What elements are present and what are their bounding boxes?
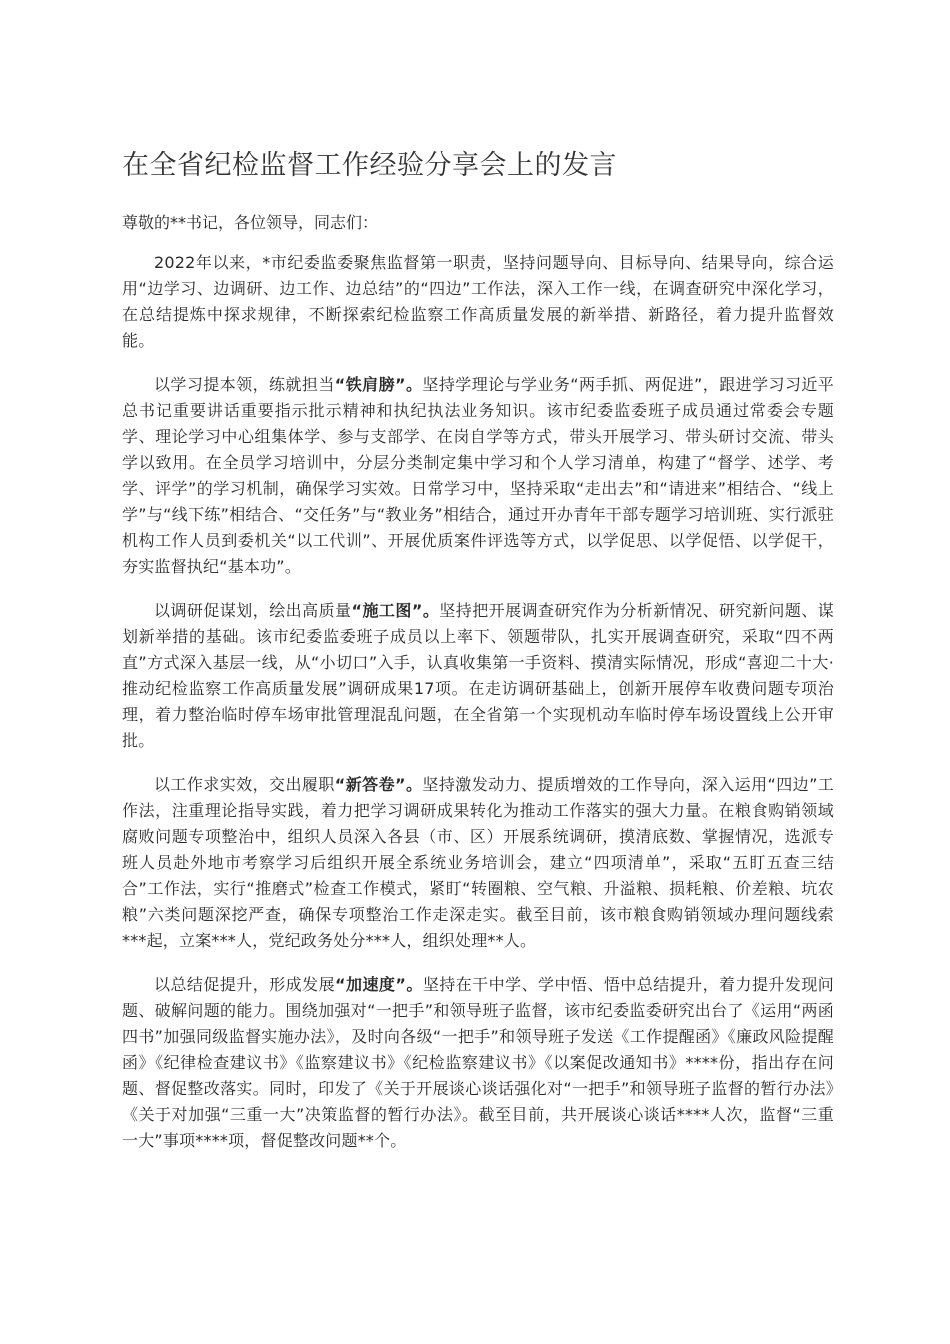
section-lead: 以学习提本领，练就担当 bbox=[154, 375, 335, 395]
section-body: 坚持激发动力、提质增效的工作导向，深入运用“四边”工作法，注重理论指导实践，着力把学习调研成果转化为推动工作落实的强大力量。在粮食购销领域腐败问题专项整治中，组织人员深入各县（市、区）开展系统调研，摸清底数、掌握情况，选派专班人员赴外地市考察学习后组织开展全系统业务培训会，建立“四项清单”，采取“五盯五查三结合”工作法，实行“推磨式”检查工作模式，紧盯“转圈粮、空气粮、升溢粮、损耗粮、价差粮、坑农粮”六类问题深挖严查，确保专项整治工作走深走实。截至目前，该市粮食购销领域办理问题线索***起，立案***人，党纪政务处分***人，组织处理**人。 bbox=[122, 775, 835, 951]
salutation: 尊敬的**书记，各位领导，同志们： bbox=[122, 213, 379, 233]
document-title: 在全省纪检监督工作经验分享会上的发言 bbox=[122, 150, 617, 181]
document-page bbox=[122, 150, 834, 1172]
section-paragraph-study bbox=[122, 372, 834, 580]
section-heading-bold: “加速度”。 bbox=[335, 975, 423, 995]
section-heading-bold: “施工图”。 bbox=[351, 601, 440, 621]
section-lead: 以调研促谋划，绘出高质量 bbox=[154, 601, 352, 621]
section-body: 坚持把开展调查研究作为分析新情况、研究新问题、谋划新举措的基础。该市纪委监委班子成员以上率下、领题带队，扎实开展调查研究，采取“四不两直”方式深入基层一线，从“小切口”入手，认真收集第一手资料、摸清实际情况，形成“喜迎二十大·推动纪检监察工作高质量发展”调研成果17项。在走访调研基础上，创新开展停车收费问题专项治理，着力整治临时停车场审批管理混乱问题，在全省第一个实现机动车临时停车场设置线上公开审批。 bbox=[122, 601, 834, 751]
section-paragraph-work bbox=[122, 772, 834, 954]
section-heading-bold: “新答卷”。 bbox=[334, 775, 423, 795]
section-paragraph-research bbox=[122, 598, 834, 754]
section-body: 坚持学理论与学业务“两手抓、两促进”，跟进学习习近平总书记重要讲话重要指示批示精神和执纪执法业务知识。该市纪委监委班子成员通过常委会专题学、理论学习中心组集体学、参与支部学、在岗自学等方式，带头开展学习、带头研讨交流、带头学以致用。在全员学习培训中，分层分类制定集中学习和个人学习清单，构建了“督学、述学、考学、评学”的学习机制，确保学习实效。日常学习中，坚持采取“走出去”和“请进来”相结合、“线上学”与“线下练”相结合、“交任务”与“教业务”相结合，通过开办青年干部专题学习培训班、实行派驻机构工作人员到委机关“以工代训”、开展优质案件评选等方式，以学促思、以学促悟、以学促干，夯实监督执纪“基本功”。 bbox=[122, 375, 835, 577]
intro-paragraph: 2022年以来，*市纪委监委聚焦监督第一职责，坚持问题导向、目标导向、结果导向，综合运用“边学习、边调研、边工作、边总结”的“四边”工作法，深入工作一线，在调查研究中深化学习，在总结提炼中探求规律，不断探索纪检监察工作高质量发展的新举措、新路径，着力提升监督效能。 bbox=[122, 253, 834, 351]
section-body: 坚持在干中学、学中悟、悟中总结提升，着力提升发现问题、破解问题的能力。围绕加强对“一把手”和领导班子监督，该市纪委监委研究出台了《运用“两函四书”加强同级监督实施办法》，及时向各级“一把手”和领导班子发送《工作提醒函》《廉政风险提醒函》《纪律检查建议书》《监察建议书》《纪检监察建议书》《以案促改通知书》****份，指出存在问题、督促整改落实。同时，印发了《关于开展谈心谈话强化对“一把手”和领导班子监督的暂行办法》《关于对加强“三重一大”决策监督的暂行办法》。截至目前，共开展谈心谈话****人次，监督“三重一大”事项****项，督促整改问题**个。 bbox=[122, 975, 834, 1151]
section-heading-bold: “铁肩膀”。 bbox=[334, 375, 423, 395]
section-lead: 以总结促提升，形成发展 bbox=[154, 975, 336, 995]
section-paragraph-summary bbox=[122, 972, 834, 1154]
section-lead: 以工作求实效，交出履职 bbox=[154, 775, 335, 795]
